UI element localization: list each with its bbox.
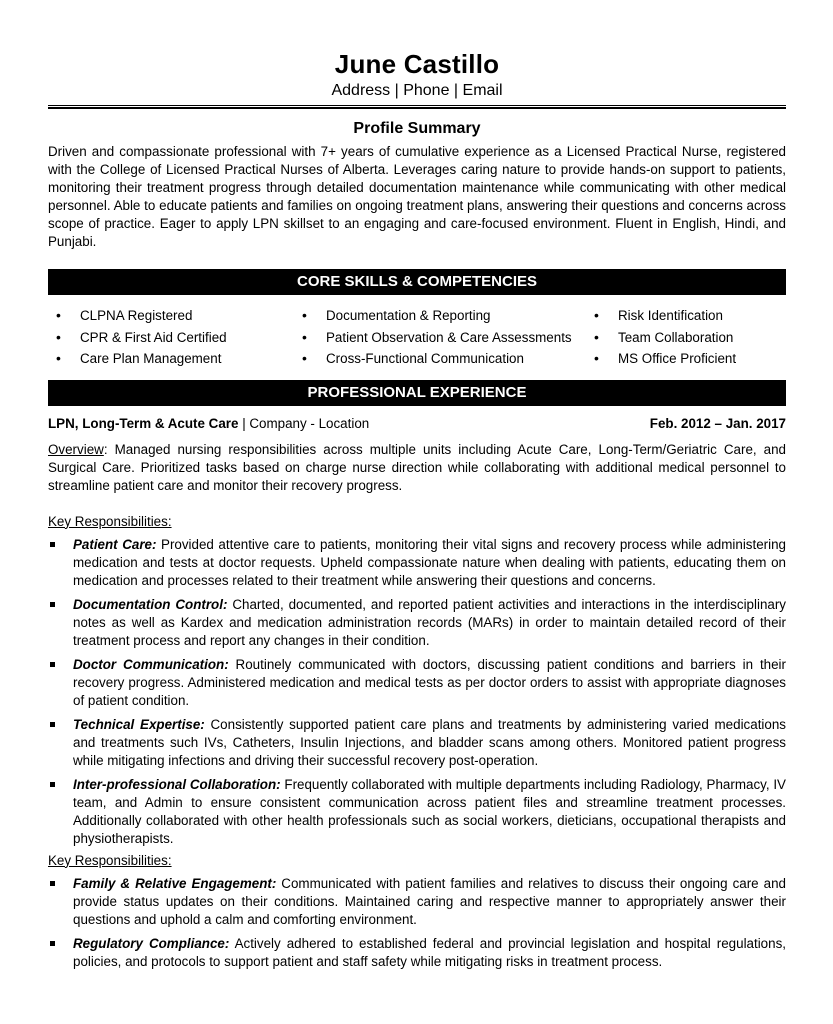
job-position xyxy=(48,415,369,433)
responsibility-text: Frequently collaborated with multiple departments including Radiology, Pharmacy, IV team, and Admin to ensure consistent communication across patient files and streamline treatment processes. Additionally collaborated with other health professionals such as social workers, dieticians, occupational therapists and physiotherapists. xyxy=(73,776,786,846)
skill-item: • CLPNA Registered xyxy=(48,305,294,327)
candidate-name: June Castillo xyxy=(334,49,500,79)
responsibility-item xyxy=(48,656,786,710)
responsibility-text: Provided attentive care to patients, monitoring their vital signs and recovery process while administering medication and tests at doctor requests. Upheld compassionate nature when dealing with patients, educating them on medication and processes related to their treatment while answering their questions and concerns. xyxy=(73,536,786,588)
key-responsibilities-label: Key Responsibilities: xyxy=(48,513,172,529)
job-header xyxy=(48,415,786,433)
responsibility-label: Technical Expertise: xyxy=(73,716,205,732)
skill-item: • Patient Observation & Care Assessments xyxy=(294,327,586,349)
responsibility-item xyxy=(48,875,786,929)
skill-item: • Team Collaboration xyxy=(586,327,786,349)
skill-item: • Care Plan Management xyxy=(48,348,294,370)
responsibility-label: Inter-professional Collaboration: xyxy=(73,776,281,792)
skill-item: • MS Office Proficient xyxy=(586,348,786,370)
professional-experience-heading: PROFESSIONAL EXPERIENCE xyxy=(48,380,786,406)
responsibilities-list xyxy=(48,536,786,848)
responsibility-item xyxy=(48,776,786,848)
responsibility-label: Documentation Control: xyxy=(73,596,228,612)
profile-summary-heading: Profile Summary xyxy=(353,120,481,137)
profile-summary-text: Driven and compassionate professional with 7+ years of cumulative experience as a Licensed Practical Nurse, registered with the College of Licensed Practical Nurses of Alberta. Leverages caring nature to provide hands-on support to patients, monitoring their treatment progress through detailed documentation maintenance while communicating with other medical personnel. Able to educate patients and families on ongoing treatment plans, answering their questions and concerns across scope of practice. Eager to apply LPN skillset to an engaging and care-focused environment. Fluent in English, Hindi, and Punjabi. xyxy=(48,144,786,249)
skills-column-2 xyxy=(294,305,586,370)
overview-text: : Managed nursing responsibilities across multiple units including Acute Care, Long-Term/Geriatric Care, and Surgical Care. Prioritized tasks based on charge nurse direction while collaborating with additional medical personnel to streamline patient care and monitor their recovery progress. xyxy=(48,441,786,493)
responsibility-item xyxy=(48,716,786,770)
overview-label: Overview xyxy=(48,441,104,457)
job-dates: Feb. 2012 – Jan. 2017 xyxy=(649,415,786,431)
responsibility-item xyxy=(48,935,786,971)
header-divider xyxy=(48,105,786,109)
skill-item: • Risk Identification xyxy=(586,305,786,327)
responsibility-label: Regulatory Compliance: xyxy=(73,935,230,951)
skills-list xyxy=(48,305,786,370)
resume-page xyxy=(48,48,786,971)
skill-item: • Documentation & Reporting xyxy=(294,305,586,327)
job-overview xyxy=(48,441,786,495)
skill-item: • CPR & First Aid Certified xyxy=(48,327,294,349)
skill-item: • Cross-Functional Communication xyxy=(294,348,586,370)
contact-line: Address | Phone | Email xyxy=(331,82,503,99)
responsibilities-list xyxy=(48,875,786,971)
job-company: | Company - Location xyxy=(238,415,370,431)
responsibility-text: Routinely communicated with doctors, discussing patient conditions and barriers in their recovery progress. Administered medication and medical tests as per doctor orders to assist with appropriate diagnoses of patient condition. xyxy=(73,656,786,708)
job-title: LPN, Long-Term & Acute Care xyxy=(48,415,239,431)
responsibility-label: Family & Relative Engagement: xyxy=(73,875,277,891)
responsibility-label: Patient Care: xyxy=(73,536,157,552)
responsibility-text: Charted, documented, and reported patient activities and interactions in the interdisciplinary notes as well as Kardex and medication administration records (MARs) in order to maintain detailed record of their treatment process and report any changes in their condition. xyxy=(73,596,786,648)
responsibility-label: Doctor Communication: xyxy=(73,656,229,672)
skills-column-3 xyxy=(586,305,786,370)
key-responsibilities-label: Key Responsibilities: xyxy=(48,852,172,868)
core-skills-heading: CORE SKILLS & COMPETENCIES xyxy=(48,269,786,295)
skills-column-1 xyxy=(48,305,294,370)
responsibility-text: Consistently supported patient care plans and treatments by administering varied medications and treatments such IVs, Catheters, Insulin Injections, and bladder scans among others. Monitored patient progress while mitigating infections and driving their successful recovery post-operation. xyxy=(73,716,786,768)
responsibility-text: Actively adhered to established federal and provincial legislation and hospital regulations, policies, and protocols to support patient and staff safety while mitigating risks in treatment process. xyxy=(73,935,786,969)
responsibility-item xyxy=(48,596,786,650)
responsibility-text: Communicated with patient families and relatives to discuss their ongoing care and provide status updates on their conditions. Maintained caring and respective manner to appropriately answer their questions and uphold a calm and comforting environment. xyxy=(73,875,786,927)
responsibility-item xyxy=(48,536,786,590)
